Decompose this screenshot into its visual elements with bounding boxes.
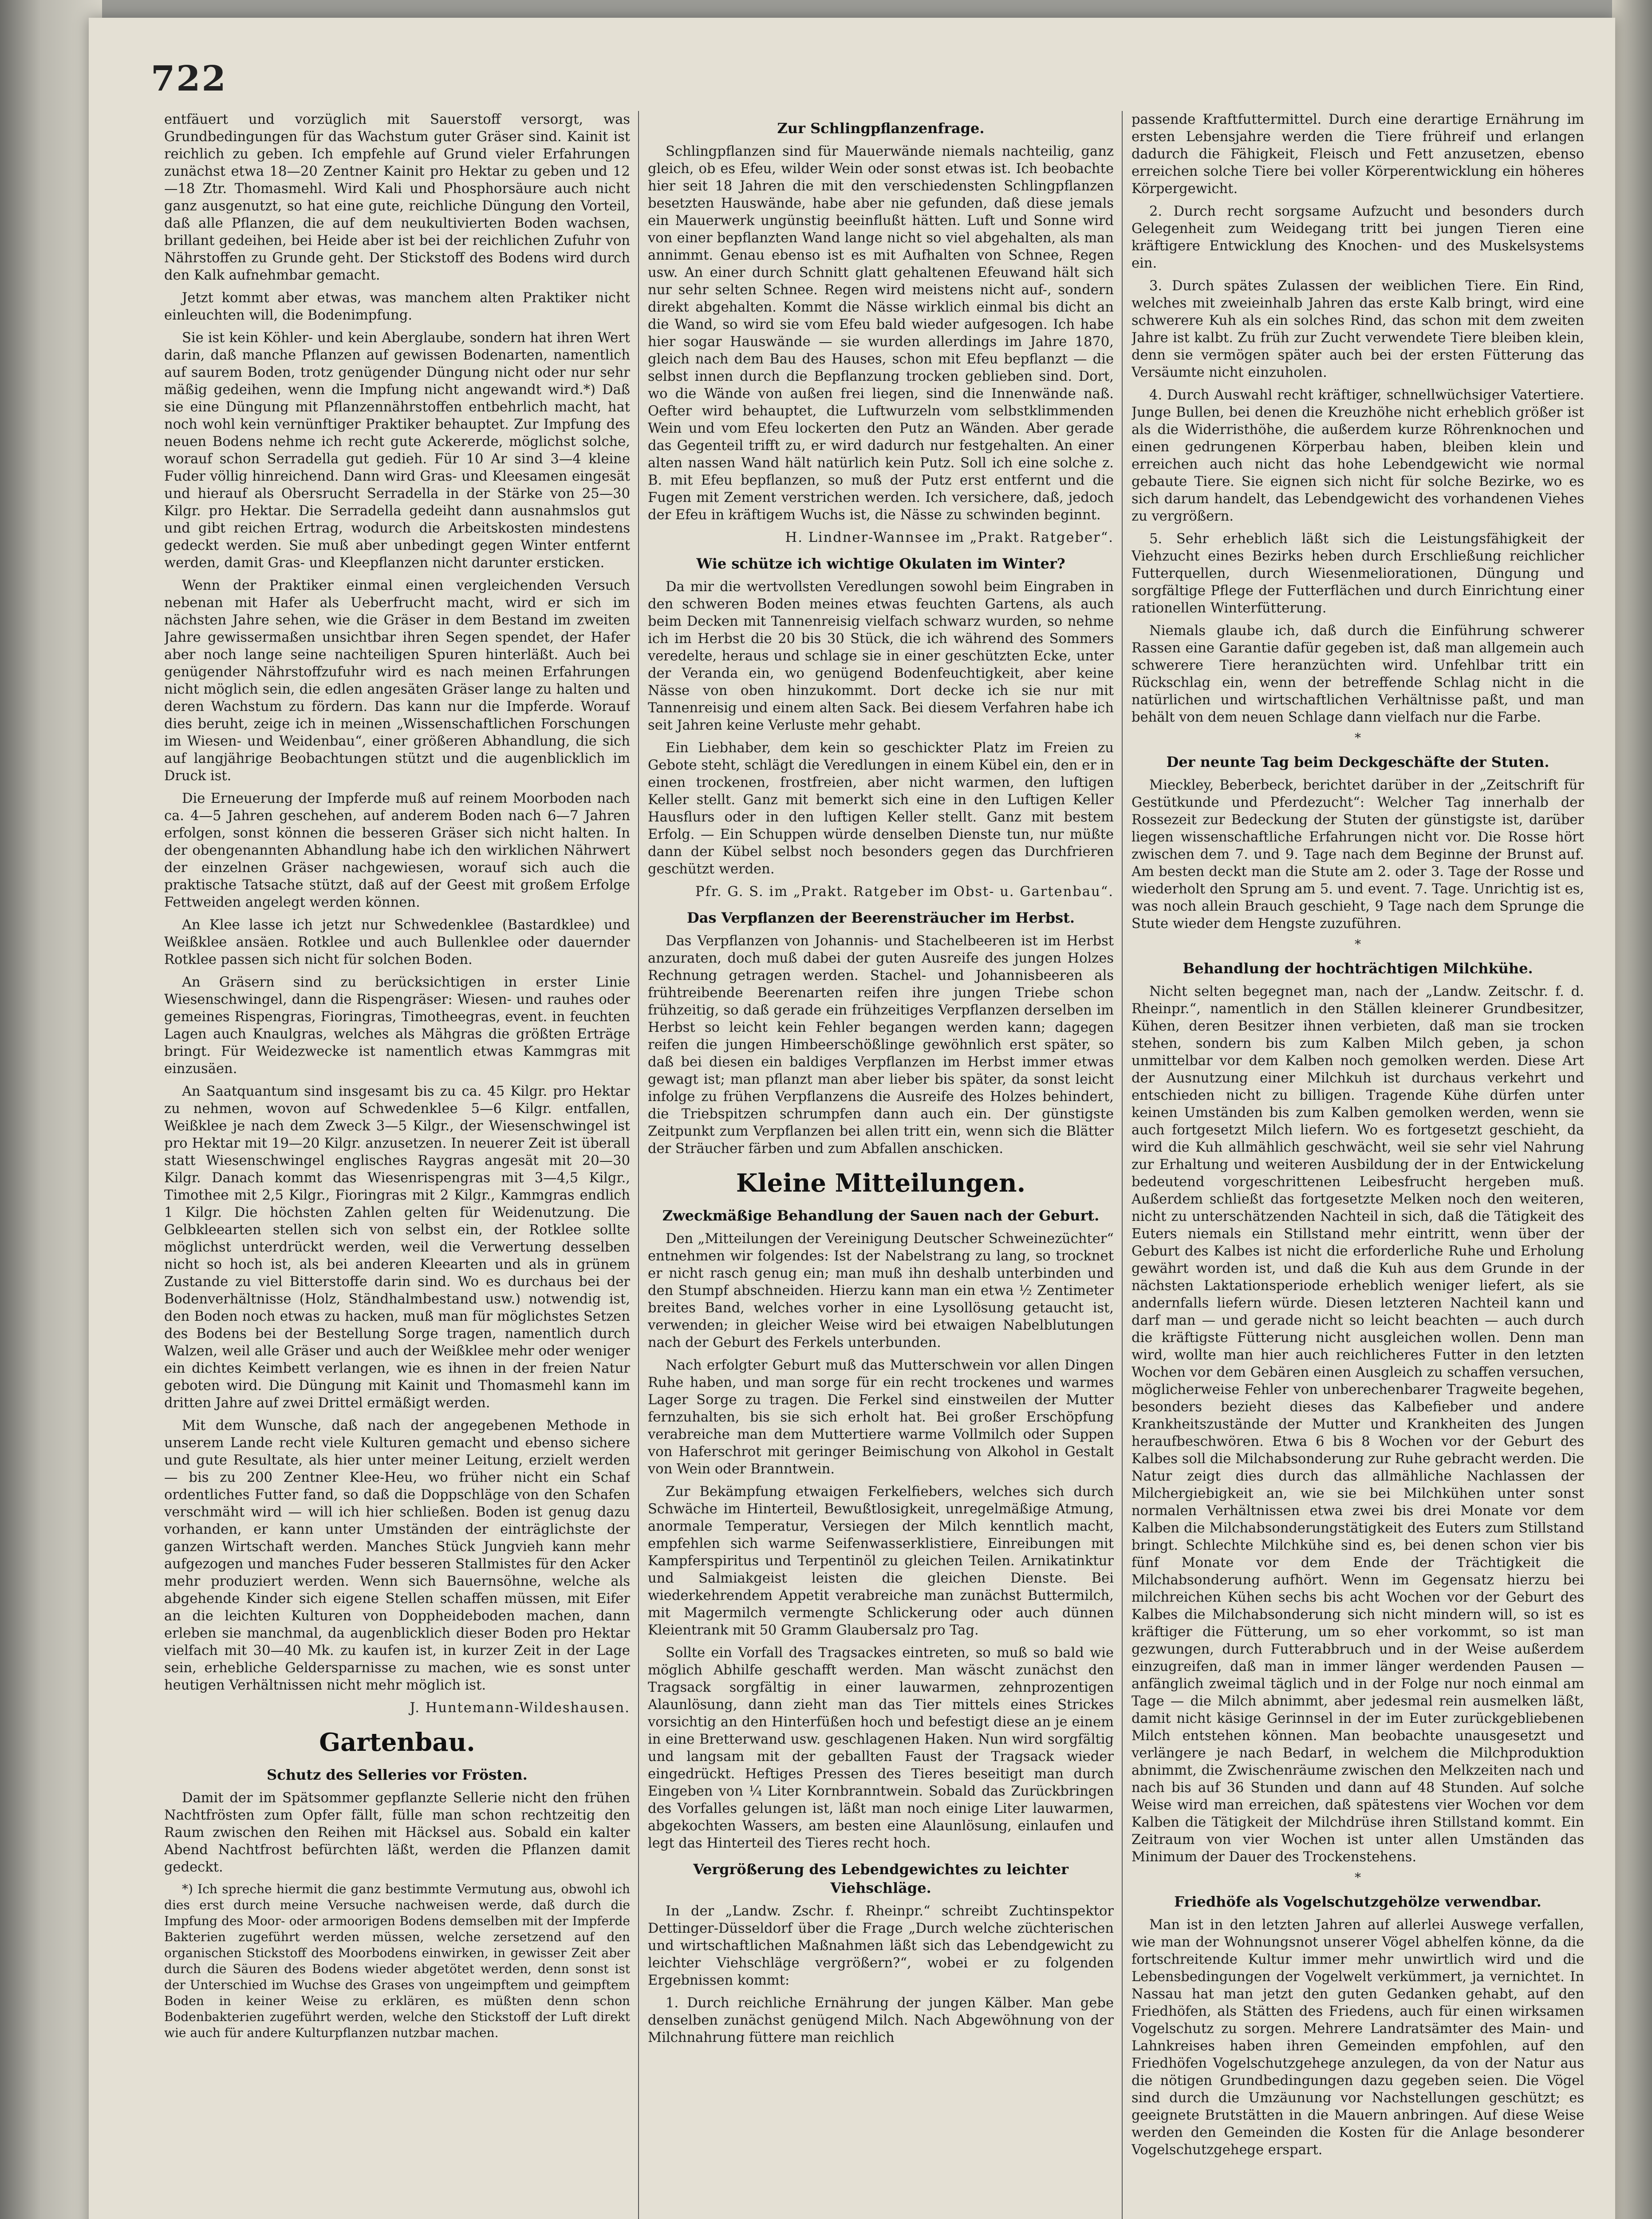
columns [164, 111, 1584, 2219]
author-signature: Pfr. G. S. im „Prakt. Ratgeber im Obst- u. Gartenbau“. [695, 884, 1114, 900]
paragraph: Sollte ein Vorfall des Tragsackes eintreten, so muß so bald wie möglich Abhilfe geschafft werden. Man wäscht zunächst den Tragsack sorgfältig in einer lauwarmen, zehnprozentigen Alaunlösung, dann zieht man das Tier mittels eines Strickes vorsichtig an den Hinterfüßen hoch und befestigt diese an je einem in eine Bretterwand usw. geschlagenen Haken. Nun wird sorgfältig und langsam mit der geballten Faust der Tragsack wieder eingedrückt. Heftiges Pressen des Tieres beseitigt man durch Eingeben von ¼ Liter Kornbranntwein. Sobald das Zurückbringen des Vorfalles gelungen ist, läßt man noch einige Liter lauwarmen, abgekochten Wassers, am besten eine Alaunlösung, einlaufen und legt das Hinterteil des Tieres recht hoch. [648, 1645, 1114, 1851]
paragraph: passende Kraftfuttermittel. Durch eine derartige Ernährung im ersten Lebensjahre werden die Tiere frühreif und erlangen dadurch die Fähigkeit, Fleisch und Fett anzusetzen, ebenso erreichen solche Tiere bei voller Körperentwicklung ein höheres Körpergewicht. [1132, 112, 1584, 197]
paragraph: Nach erfolgter Geburt muß das Mutterschwein vor allen Dingen Ruhe haben, und man sorge für ein recht trockenes und warmes Lager Sorge zu tragen. Die Ferkel sind einstweilen der Mutter fernzuhalten, bis sie sich erholt hat. Bei großer Erschöpfung verabreiche man dem Muttertiere warme Vollmilch oder Suppen von Haferschrot mit geringer Beimischung von Alkohol in Gestalt von Wein oder Branntwein. [648, 1358, 1114, 1477]
paragraph: Das Verpflanzen von Johannis- und Stachelbeeren ist im Herbst anzuraten, doch muß dabei der guten Ausreife des jungen Holzes Rechnung getragen werden. Stachel- und Johannisbeeren als frühtreibende Beerenarten reifen ihre jungen Triebe schon frühzeitig, so daß gerade ein frühzeitiges Verpflanzen derselben im Herbst so leicht kein Fehler begangen werden kann; dagegen reifen die jungen Himbeerschößlinge gewöhnlich erst später, so daß bei diesen ein baldiges Verpflanzen im Herbst immer etwas gewagt ist; man pflanzt man aber lieber bis später, da sonst leicht infolge zu frühen Verpflanzens die Ausreife des Holzes behindert, die Triebspitzen schrumpfen dann auch ein. Der günstigste Zeitpunkt zum Verpflanzen bei allen tritt ein, wenn sich die Blätter der Sträucher färben und zum Abfallen anschicken. [648, 933, 1114, 1157]
article-heading: Zur Schlingpflanzenfrage. [777, 120, 985, 137]
paragraph: Den „Mitteilungen der Vereinigung Deutscher Schweinezüchter“ entnehmen wir folgendes: Ist der Nabelstrang zu lang, so trocknet er nicht rasch genug ein; man muß ihn deshalb unterbinden und den Stumpf abschneiden. Hierzu kann man ein etwa ½ Zentimeter breites Band, welches vorher in eine Lysollösung getaucht ist, verwenden; in gleicher Weise wird bei etwaigen Nabelblutungen nach der Geburt des Ferkels unterbunden. [648, 1231, 1114, 1350]
paragraph: In der „Landw. Zschr. f. Rheinpr.“ schreibt Zuchtinspektor Dettinger-Düsseldorf über die Frage „Durch welche züchterischen und wirtschaftlichen Maßnahmen läßt sich das Lebendgewicht zu leichter Viehschläge vergrößern?“, wobei er zu folgenden Ergebnissen kommt: [648, 1903, 1114, 1988]
paragraph: 1. Durch reichliche Ernährung der jungen Kälber. Man gebe denselben zunächst genügend Milch. Nach Abgewöhnung von der Milchnahrung füttere man reichlich [648, 1995, 1114, 2045]
section-heading: Kleine Mitteilungen. [736, 1169, 1026, 1198]
scan-right-edge [1612, 0, 1652, 2219]
paragraph: Da mir die wertvollsten Veredlungen sowohl beim Eingraben in den schweren Boden meines etwas feuchten Gartens, als auch beim Decken mit Tannenreisig vielfach schwarz wurden, so nehme ich im Herbst die 20 bis 30 Stück, die ich während des Sommers veredelte, heraus und schlage sie in einer geschützten Ecke, unter der Veranda ein, wo genügend Bodenfeuchtigkeit, aber keine Nässe von oben hinzukommt. Dort decke ich sie nur mit Tannenreisig und einem alten Sack. Bei diesem Verfahren habe ich seit Jahren keine Verluste mehr gehabt. [648, 579, 1114, 733]
column-1 [164, 111, 630, 2219]
paragraph: Schlingpflanzen sind für Mauerwände niemals nachteilig, ganz gleich, ob es Efeu, wilder Wein oder sonst etwas ist. Ich beobachte hier seit 18 Jahren die mit den verschiedensten Schlingpflanzen besetzten Hauswände, habe aber nie gefunden, daß diese jemals ein Mauerwerk ungünstig beeinflußt hätten. Luft und Sonne wird von einer bepflanzten Wand lange nicht so viel abgehalten, als man annimmt. Genau ebenso ist es mit Aufhalten von Schnee, Regen usw. An einer durch Schnitt glatt gehaltenen Efeuwand hält sich nur sehr selten Schnee. Regen wird meistens nicht auf-, sondern direkt abgehalten. Kommt die Nässe wirklich einmal bis dicht an die Wand, so wird sie vom Efeu bald wieder aufgesogen. Ich habe hier sogar Hauswände — sie wurden allerdings im Jahre 1870, gleich nach dem Bau des Hauses, schon mit Efeu bepflanzt — die selbst innen durch die Bepflanzung trocken geblieben sind. Dort, wo die Wände von außen frei liegen, sind die Innenwände naß. Oefter wird behauptet, die Luftwurzeln vom selbstklimmenden Wein und vom Efeu lockerten den Putz an Wänden. Aber gerade das Gegenteil trifft zu, er wird dadurch nur festgehalten. An einer alten nassen Wand hält natürlich kein Putz. Soll ich eine solche z. B. mit Efeu bepflanzen, so muß der Putz erst entfernt und die Fugen mit Zement verstrichen werden. Ich versichere, daß, jedoch der Efeu in kräftigem Wuchs ist, die Nässe zu schwinden beginnt. [648, 144, 1114, 523]
paragraph: Ein Liebhaber, dem kein so geschickter Platz im Freien zu Gebote steht, schlägt die Veredlungen in einem Kübel ein, den er in einen trockenen, frostfreien, aber nicht warmen, den luftigen Keller stellt. Ganz mit bemerkt sich eine in den Luftigen Keller Hausflurs oder in den luftigen Keller stellt. Ganz mit bestem Erfolg. — Ein Schuppen würde denselben Dienste tun, nur müßte dann der Kübel selbst noch besonders gegen das Durchfrieren geschützt werden. [648, 740, 1114, 877]
article-heading: Das Verpflanzen der Beerensträucher im Herbst. [687, 909, 1075, 926]
paragraph: Nicht selten begegnet man, nach der „Landw. Zeitschr. f. d. Rheinpr.“, namentlich in den Ställen kleinerer Grundbesitzer, Kühen, deren Besitzer ihnen verbieten, daß man sie trocken stehen, sondern bis zum Kalben Milch geben, ja schon unmittelbar vor dem Kalben noch gemolken werden. Diese Art der Ausnutzung einer Milchkuh ist durchaus verkehrt und entschieden nicht zu billigen. Tragende Kühe dürfen unter keinen Umständen bis zum Kalben gemolken werden, wenn sie auch fortgesetzt Milch liefern. Wo es fortgesetzt geschieht, da wird die Kuh allmählich geschwächt, weil sie sehr viel Nahrung zur Erhaltung und weiteren Ausbildung der in der Entwickelung bedeutend vorgeschrittenen Leibesfrucht hergeben muß. Außerdem schließt das fortgesetzte Melken noch den weiteren, nicht zu unterschätzenden Nachteil in sich, daß die Tätigkeit des Euters niemals ein Stillstand mehr eintritt, wenn über der Geburt des Kalbes ist nicht die erforderliche Ruhe und Erholung gewährt worden ist, und daß die Kuh aus dem Grunde in der nächsten Laktationsperiode erheblich weniger liefert, als sie andernfalls liefern würde. Diesen letzteren Nachteil kann und darf man — und gerade nicht so leicht beachten — auch durch die kräftigste Fütterung nicht ausgleichen wollen. Denn man wird, wollte man hier auch reichlicheres Futter in den letzten Wochen vor dem Gebären einen Ausgleich zu schaffen versuchen, möglicherweise Fehler von unberechenbarer Tragweite begehen, besonders bezieht dieses das Kalbefieber und andere Krankheitszustände der Mutter und Krankheiten des Jungen heraufbeschwören. Etwa 6 bis 8 Wochen vor der Geburt des Kalbes soll die Milchabsonderung zur Ruhe gebracht werden. Die Natur zeigt dies durch das allmähliche Nachlassen der Milchergiebigkeit an, wie sie bei Milchkühen unter sonst normalen Verhältnissen etwa zwei bis drei Monate vor dem Kalben die Milchabsonderungstätigkeit des Euters zum Stillstand bringt. Schlechte Milchkühe sind es, bei denen schon vier bis fünf Monate vor dem Ende der Trächtigkeit die Milchabsonderung aufhört. Wenn im Gegensatz hierzu bei milchreichen Kühen sechs bis acht Wochen vor der Geburt des Kalbes die Milchabsonderung sich nicht mindern will, so ist es kräftiger die Fütterung, um so eher vorkommt, so ist man gezwungen, durch Futterabbruch und in der Weise außerdem einzugreifen, daß man in immer länger werdenden Pausen — anfänglich zweimal täglich und in der Folge nur noch einmal am Tage — die Milch abnimmt, aber jedesmal rein ausmelken läßt, damit nicht käsige Gerinnsel in der im Euter zurückgebliebenen Milch entstehen können. Man beobachte unausgesetzt und verlängere je nach Bedarf, in welchem die Milchproduktion abnimmt, die Zwischenräume zwischen den Melkzeiten nach und nach bis auf 36 Stunden und dann auf 48 Stunden. Auf solche Weise wird man erreichen, daß spätestens vier Wochen vor dem Kalben die Tätigkeit der Milchdrüse ihren Stillstand kommt. Ein Zeitraum von vier Wochen ist unter allen Umständen das Minimum der Dauer des Trockenstehens. [1132, 984, 1584, 1865]
paragraph: Zur Bekämpfung etwaigen Ferkelfiebers, welches sich durch Schwäche im Hinterteil, Bewußtlosigkeit, unregelmäßige Atmung, anormale Temperatur, Versiegen der Milch kenntlich macht, empfehlen sich warme Seifenwasserklistiere, Einreibungen mit Kampferspiritus und Terpentinöl zu gleichen Teilen. Arnikatinktur und Salmiakgeist leisten die gleichen Dienste. Bei wiederkehrendem Appetit verabreiche man zunächst Buttermilch, mit Magermilch vermengte Schlickerung oder auch dünnen Kleientrank mit 50 Gramm Glaubersalz pro Tag. [648, 1484, 1114, 1638]
paragraph: 4. Durch Auswahl recht kräftiger, schnellwüchsiger Vatertiere. Junge Bullen, bei denen die Kreuzhöhe nicht erheblich größer ist als die Widerristhöhe, die außerdem kurze Röhrenknochen und einen gedrungenen Körperbau haben, bleiben klein und erreichen auch nicht das hohe Lebendgewicht wie normal gebaute Tiere. Sie eignen sich nicht für solche Bezirke, wo es sich darum handelt, das Lebendgewicht des vorhandenen Viehes zu vergrößern. [1132, 387, 1584, 524]
paragraph: An Klee lasse ich jetzt nur Schwedenklee (Bastardklee) und Weißklee ansäen. Rotklee und auch Bullenklee oder dauernder Rotklee passen sich nicht für solchen Boden. [164, 917, 630, 967]
paragraph: 2. Durch recht sorgsame Aufzucht und besonders durch Gelegenheit zum Weidegang tritt bei jungen Tieren eine kräftigere Entwicklung des Knochen- und des Muskelsystems ein. [1132, 204, 1584, 271]
separator-star: * [1355, 730, 1361, 745]
paragraph: Damit der im Spätsommer gepflanzte Sellerie nicht den frühen Nachtfrösten zum Opfer fällt, fülle man schon rechtzeitig den Raum zwischen den Reihen mit Häcksel aus. Sobald ein kalter Abend Nachtfrost befürchten läßt, werden die Pflanzen damit gedeckt. [164, 1790, 630, 1875]
column-3 [1132, 111, 1584, 2219]
paragraph: Die Erneuerung der Impferde muß auf reinem Moorboden nach ca. 4—5 Jahren geschehen, auf anderem Boden nach 6—7 Jahren erfolgen, sonst können die besseren Gräser sich nicht halten. In der obengenannten Abhandlung habe ich den wirklichen Nährwert der einzelnen Gräser nachgewiesen, worauf sich auch die praktische Tatsache stützt, daß auf der Geest mit großem Erfolge Fettweiden angelegt werden können. [164, 791, 630, 910]
paragraph: 3. Durch spätes Zulassen der weiblichen Tiere. Ein Rind, welches mit zweieinhalb Jahren das erste Kalb bringt, wird eine schwerere Kuh als ein solches Rind, das schon mit dem zweiten Jahre ist kalbt. Zu früh zur Zucht verwendete Tiere bleiben klein, denn sie vermögen später auch bei der ersten Fütterung das Versäumte nicht einzuholen. [1132, 278, 1584, 380]
separator-star: * [1355, 1870, 1361, 1885]
column-rule [638, 111, 639, 2219]
article-heading: Friedhöfe als Vogelschutzgehölze verwendbar. [1174, 1893, 1542, 1910]
paragraph: An Saatquantum sind insgesamt bis zu ca. 45 Kilgr. pro Hektar zu nehmen, wovon auf Schwedenklee 5—6 Kilgr. entfallen, Weißklee je nach dem Zweck 3—5 Kilgr., der Wiesenschwingel ist pro Hektar mit 19—20 Kilgr. anzusetzen. In neuerer Zeit ist überall statt Wiesenschwingel englisches Raygras angesät mit 20—30 Kilgr. Danach kommt das Wiesenrispengras mit 3—4,5 Kilgr., Timothee mit 2,5 Kilgr., Fioringras mit 2 Kilgr., Kammgras endlich 1 Kilgr. Die höchsten Zahlen gelten für Weidenutzung. Die Gelbkleearten stellen sich von selbst ein, der Rotklee sollte möglichst unterdrückt werden, weil die Verwertung desselben nicht so hoch ist, als bei anderen Kleearten und als in grünem Zustande zu viel Bitterstoffe darin sind. Wo es durchaus bei der Bodenverhältnisse (Holz, Ständhalmbestand usw.) notwendig ist, den Boden noch etwas zu hacken, muß man für möglichstes Setzen des Bodens bei der Bestellung Sorge tragen, namentlich durch Walzen, weil alle Gräser und auch der Weißklee mehr oder weniger ein dichtes Keimbett verlangen, wie es ihnen in der freien Natur geboten wird. Die Düngung mit Kainit und Thomasmehl kann im dritten Jahre auf zwei Drittel ermäßigt werden. [164, 1084, 630, 1411]
footnote: *) Ich spreche hiermit die ganz bestimmte Vermutung aus, obwohl ich dies erst durch meine Versuche nachweisen werde, daß durch die Impfung des Moor- oder armoorigen Bodens demselben mit der Impferde Bakterien zugeführt werden müssen, welche zersetzend auf den organischen Stickstoff des Moorbodens einwirken, in gewisser Zeit aber durch die Säuren des Bodens wieder abgetötet werden, denn sonst ist der Unterschied im Wuchse des Grases von ungeimpftem und geimpftem Boden in keiner Weise zu erklären, es müßten denn schon Bodenbakterien zugeführt werden, welche den Stickstoff der Luft direkt wie auch für andere Kulturpflanzen nutzbar machen. [164, 1882, 630, 2040]
article-heading: Behandlung der hochträchtigen Milchkühe. [1183, 960, 1533, 977]
separator-star: * [1355, 937, 1361, 952]
paragraph: 5. Sehr erheblich läßt sich die Leistungsfähigkeit der Viehzucht eines Bezirks heben durch Erschließung reichlicher Futterquellen, durch Wiesenmeliorationen, Düngung und sorgfältige Pflege der Futterflächen und durch Einrichtung einer rationellen Winterfütterung. [1132, 531, 1584, 616]
article-heading: Zweckmäßige Behandlung der Sauen nach der Geburt. [662, 1207, 1100, 1224]
article-heading: Vergrößerung des Lebendgewichtes zu leichter Viehschläge. [693, 1861, 1068, 1896]
article-heading: Schutz des Selleries vor Frösten. [267, 1766, 528, 1783]
page-number: 722 [151, 59, 227, 99]
paragraph: Niemals glaube ich, daß durch die Einführung schwerer Rassen eine Garantie dafür gegeben ist, daß man allgemein auch schwerere Tiere heranzüchten wird. Unfehlbar tritt ein Rückschlag ein, wenn der betreffende Schlag nicht in die natürlichen und wirtschaftlichen Verhältnisse paßt, und man behält von dem neuen Schlage dann vielfach nur die Farbe. [1132, 623, 1584, 725]
paragraph: Man ist in den letzten Jahren auf allerlei Auswege verfallen, wie man der Wohnungsnot unserer Vögel abhelfen könne, da die fortschreitende Kultur immer mehr unwirtlich wird und die Lebensbedingungen der Vogelwelt verkümmert, ja vernichtet. In Nassau hat man jetzt den guten Gedanken gehabt, auf den Friedhöfen, als Stätten des Friedens, auch für einen wirksamen Vogelschutz zu sorgen. Mehrere Landratsämter des Main- und Lahnkreises haben ihren Gemeinden empfohlen, auf den Friedhöfen Vogelschutzgehege anzulegen, da von der Natur aus die nötigen Grundbedingungen dazu gegeben seien. Die Vögel sind durch die Umzäunung vor Nachstellungen geschützt; es geeignete Brutstätten in die Mauern anbringen. Auf diese Weise werden den Gemeinden die Kosten für die Anlage besonderer Vogelschutzgehege erspart. [1132, 1917, 1584, 2158]
column-2 [648, 111, 1114, 2219]
author-signature: H. Lindner-Wannsee im „Prakt. Ratgeber“. [785, 530, 1114, 545]
column-rule [1122, 111, 1123, 2219]
section-heading: Gartenbau. [319, 1728, 475, 1757]
paragraph: Sie ist kein Köhler- und kein Aberglaube, sondern hat ihren Wert darin, daß manche Pflanzen auf gewissen Bodenarten, namentlich auf saurem Boden, trotz genügender Düngung nicht oder nur sehr mäßig gedeihen, wenn die Impfung nicht angewandt wird.*) Daß sie eine Düngung mit Pflanzennährstoffen entbehrlich macht, hat noch wohl kein vernünftiger Praktiker behauptet. Zur Impfung des neuen Bodens nehme ich recht gute Ackererde, möglichst solche, worauf schon Serradella gut gedieh. Für 10 Ar sind 3—4 kleine Fuder völlig hinreichend. Dann wird Gras- und Kleesamen eingesät und hierauf als Obersrucht Serradella in der Stärke von 25—30 Kilgr. pro Hektar. Die Serradella gedeiht dann ausnahmslos gut und gibt reichen Ertrag, wodurch die Arbeitskosten mindestens gedeckt werden. Sie muß aber unbedingt gegen Winter entfernt werden, damit Gras- und Kleepflanzen nicht darunter ersticken. [164, 330, 630, 571]
paragraph: Wenn der Praktiker einmal einen vergleichenden Versuch nebenan mit Hafer als Ueberfrucht macht, wird er sich im nächsten Jahre sehen, wie die Gräser in dem Bestand im zweiten Jahre gewissermaßen unsichtbar ihren Segen spendet, der Hafer aber noch lange seine nachteiligen Spuren hinterläßt. Auch bei genügender Nährstoffzufuhr wird es nach meinen Erfahrungen nicht möglich sein, die edlen angesäten Gräser lange zu halten und deren Wachstum zu fördern. Das kann nur die Impferde. Worauf dies beruht, zeige ich in meinen „Wissenschaftlichen Forschungen im Wiesen- und Weidenbau“, einer größeren Abhandlung, die sich auf langjährige Beobachtungen stützt und die augenblicklich im Druck ist. [164, 578, 630, 784]
paragraph: entfäuert und vorzüglich mit Sauerstoff versorgt, was Grundbedingungen für das Wachstum guter Gräser sind. Kainit ist reichlich zu geben. Ich empfehle auf Grund vieler Erfahrungen zunächst etwa 18—20 Zentner Kainit pro Hektar zu geben und 12—18 Ztr. Thomasmehl. Wird Kali und Phosphorsäure auch nicht ganz ausgenutzt, so hat eine gute, reichliche Düngung den Vorteil, daß alle Pflanzen, die auf dem neukultivierten Boden wachsen, brillant gedeihen, bei Heide aber ist bei der reichlichen Zufuhr von Nährstoffen zu Grunde geht. Der Stickstoff des Bodens wird durch den Kalk aufnehmbar gemacht. [164, 112, 630, 283]
article-heading: Der neunte Tag beim Deckgeschäfte der Stuten. [1166, 754, 1549, 770]
paragraph: Mit dem Wunsche, daß nach der angegebenen Methode in unserem Lande recht viele Kulturen gemacht und ebenso sichere und gute Resultate, als hier unter meiner Leitung, erzielt werden — bis zu 200 Zentner Klee-Heu, wo früher nicht ein Schaf ordentliches Futter fand, so daß die Doppschläge von den Schafen verschmäht wird — will ich hier schließen. Boden ist genug dazu vorhanden, er kann unter Umständen der einträglichste der ganzen Wirtschaft werden. Manches Stück Jungvieh kann mehr aufgezogen und manches Fuder besseren Stallmistes für den Acker mehr produziert werden. Wenn sich Bauernsöhne, welche als abgehende Kinder sich eigene Stellen schaffen müssen, mit Eifer an die leichten Kulturen von Doppheideboden machen, dann erleben sie manchmal, da augenblicklich dieser Boden pro Hektar vielfach mit 30—40 Mk. zu kaufen ist, in kurzer Zeit in der Lage sein, erhebliche Geldersparnisse zu machen, wie es sonst unter heutigen Verhältnissen nicht mehr möglich ist. [164, 1418, 630, 1693]
author-signature: J. Huntemann-Wildeshausen. [410, 1700, 630, 1716]
paragraph: Jetzt kommt aber etwas, was manchem alten Praktiker nicht einleuchten will, die Bodenimpfung. [164, 290, 630, 323]
scan-left-edge [0, 0, 102, 2219]
paragraph: An Gräsern sind zu berücksichtigen in erster Linie Wiesenschwingel, dann die Rispengräser: Wiesen- und rauhes oder gemeines Rispengras, Fioringras, Timotheegras, event. in feuchten Lagen auch Knaulgras, welches als Mähgras die größten Erträge bringt. Für Weidezwecke ist namentlich etwas Kammgras mit einzusäen. [164, 975, 630, 1077]
article-heading: Wie schütze ich wichtige Okulaten im Winter? [696, 555, 1065, 572]
newspaper-page [89, 18, 1615, 2219]
paragraph: Mieckley, Beberbeck, berichtet darüber in der „Zeitschrift für Gestütkunde und Pferdezucht“: Welcher Tag innerhalb der Rossezeit zur Bedeckung der Stuten der günstigste ist, darüber liegen wissenschaftliche Erfahrungen nicht vor. Die Rosse hört zwischen dem 7. und 9. Tage nach dem Beginne der Brunst auf. Am besten deckt man die Stute am 2. oder 3. Tage der Rosse und wiederholt den Sprung am 5. und event. 7. Tage. Unrichtig ist es, was noch allein Brauch geschieht, 9 Tage nach dem Sprunge die Stute wieder dem Hengste zuzuführen. [1132, 778, 1584, 932]
